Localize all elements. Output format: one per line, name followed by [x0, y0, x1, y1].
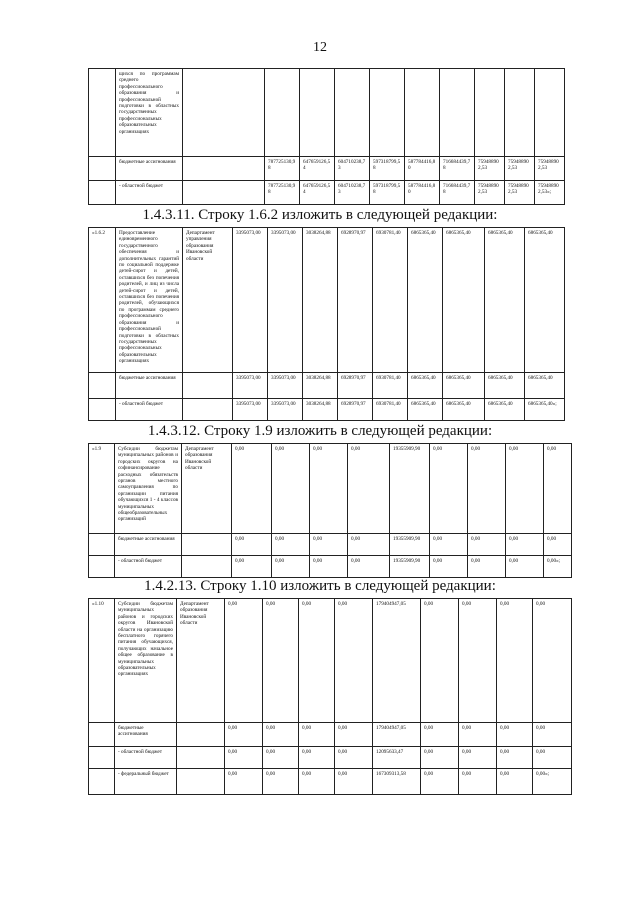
value-cell: 3395073,00	[268, 373, 303, 399]
value-cell: 0,00	[263, 747, 299, 769]
value-cell: 6928970,97	[338, 228, 373, 373]
row-label: бюджетные ассигнования	[115, 723, 177, 747]
row-label: бюджетные ассигнования	[116, 373, 183, 399]
executor: Департамент образования Ивановской области	[177, 599, 225, 723]
value-cell: 0,00	[497, 723, 533, 747]
table-row-1-10	[88, 598, 572, 795]
value-cell: 6930781,40	[373, 228, 408, 373]
value-cell: 0,00»;	[533, 769, 572, 795]
section-heading: 1.4.3.12. Строку 1.9 изложить в следующей редакции:	[147, 423, 493, 439]
value-cell: 0,00	[348, 534, 390, 556]
value-cell: 0,00	[533, 747, 572, 769]
value-cell: 0,00	[459, 599, 497, 723]
value-cell: 759488902,53»;	[535, 181, 565, 205]
value-cell: 3038264,88	[303, 373, 338, 399]
row-code: «1.10	[89, 599, 115, 723]
value-cell: 0,00	[310, 534, 348, 556]
value-cell: 6865365,40	[525, 228, 565, 373]
value-cell: 0,00	[421, 599, 459, 723]
value-cell: 0,00	[468, 556, 506, 578]
value-cell: 19355909,90	[390, 444, 430, 534]
table-row	[89, 723, 572, 747]
value-cell: 0,00	[263, 769, 299, 795]
value-cell: 0,00	[272, 444, 310, 534]
value-cell: 6865365,40	[443, 399, 485, 421]
value-cell: 0,00	[348, 444, 390, 534]
value-cell: 6930781,40	[373, 373, 408, 399]
value-cell: 6928970,97	[338, 373, 373, 399]
page-number: 12	[313, 40, 327, 55]
program-description: Субсидии бюджетам муниципальных районов и городских округов Ивановской области на организацию бесплатного горячего питания обучающихся, получающих начальное общее образование в муниципальных образовательных организациях	[115, 599, 177, 723]
table-row	[89, 444, 572, 534]
executor: Департамент управления образования Ивановской области	[183, 228, 233, 373]
executor: Департамент образования Ивановской области	[182, 444, 232, 534]
value-cell: 6865365,40	[443, 373, 485, 399]
value-cell: 3395073,00	[233, 399, 268, 421]
value-cell: 3395073,00	[268, 399, 303, 421]
row-label: бюджетные ассигнования	[115, 534, 182, 556]
row-label: - федеральный бюджет	[115, 769, 177, 795]
value-cell: 6865365,40	[485, 399, 525, 421]
table-row	[89, 373, 565, 399]
value-cell: 179404947,05	[373, 723, 421, 747]
value-cell: 0,00	[310, 444, 348, 534]
value-cell: 0,00	[232, 556, 272, 578]
value-cell: 0,00	[310, 556, 348, 578]
value-cell: 0,00»;	[544, 556, 572, 578]
value-cell: 19355909,90	[390, 556, 430, 578]
table-row	[89, 181, 565, 205]
value-cell: 597318799,58	[370, 157, 405, 181]
value-cell: 0,00	[335, 769, 373, 795]
value-cell: 759488902,53	[475, 181, 505, 205]
value-cell: 3395073,00	[268, 228, 303, 373]
value-cell: 0,00	[299, 769, 335, 795]
value-cell: 0,00	[421, 747, 459, 769]
value-cell: 587784416,80	[405, 181, 440, 205]
table-row	[89, 534, 572, 556]
value-cell: 6865365,40	[408, 373, 443, 399]
row-label: бюджетные ассигнования	[116, 157, 183, 181]
value-cell: 716684439,78	[440, 157, 475, 181]
table-row	[89, 556, 572, 578]
value-cell: 759488902,53	[505, 181, 535, 205]
value-cell: 12095633,47	[373, 747, 421, 769]
value-cell: 0,00	[533, 599, 572, 723]
value-cell: 0,00	[459, 769, 497, 795]
value-cell: 0,00	[497, 769, 533, 795]
value-cell: 6930781,40	[373, 399, 408, 421]
row-code: «1.6.2	[89, 228, 116, 373]
value-cell: 0,00	[232, 444, 272, 534]
value-cell: 3395073,00	[233, 373, 268, 399]
value-cell: 0,00	[232, 534, 272, 556]
value-cell: 0,00	[225, 599, 263, 723]
value-cell: 0,00	[544, 444, 572, 534]
value-cell: 647659126,54	[300, 157, 335, 181]
value-cell: 6865365,40»;	[525, 399, 565, 421]
value-cell: 597318799,58	[370, 181, 405, 205]
value-cell: 6865365,40	[443, 228, 485, 373]
value-cell: 0,00	[544, 534, 572, 556]
value-cell: 0,00	[335, 599, 373, 723]
value-cell: 0,00	[263, 723, 299, 747]
value-cell: 759488902,53	[475, 157, 505, 181]
value-cell: 0,00	[506, 556, 544, 578]
value-cell: 0,00	[430, 444, 468, 534]
table-row	[89, 157, 565, 181]
value-cell: 0,00	[506, 534, 544, 556]
program-description: щихся по программам среднего профессионального образования и профессиональной подготовки в областных государственных профессиональных образовательных организациях	[116, 69, 183, 157]
value-cell: 0,00	[348, 556, 390, 578]
value-cell: 3395073,00	[233, 228, 268, 373]
value-cell: 0,00	[335, 747, 373, 769]
value-cell: 0,00	[335, 723, 373, 747]
value-cell: 0,00	[497, 599, 533, 723]
value-cell: 716684439,78	[440, 181, 475, 205]
value-cell: 6865365,40	[485, 373, 525, 399]
value-cell: 604710238,73	[335, 157, 370, 181]
row-code: «1.9	[89, 444, 115, 534]
value-cell: 3038264,88	[303, 399, 338, 421]
value-cell: 0,00	[421, 723, 459, 747]
value-cell: 0,00	[421, 769, 459, 795]
value-cell: 0,00	[468, 444, 506, 534]
value-cell: 0,00	[468, 534, 506, 556]
table-continuation	[88, 68, 565, 205]
value-cell: 6865365,40	[408, 228, 443, 373]
value-cell: 0,00	[459, 723, 497, 747]
row-label: - областной бюджет	[116, 181, 183, 205]
value-cell: 587784416,80	[405, 157, 440, 181]
table-row	[89, 69, 565, 157]
table-row	[89, 599, 572, 723]
value-cell: 167309313,58	[373, 769, 421, 795]
value-cell: 3038264,88	[303, 228, 338, 373]
value-cell: 787725130,98	[265, 181, 300, 205]
value-cell: 0,00	[459, 747, 497, 769]
table-row-1-6-2	[88, 227, 565, 421]
value-cell: 647659126,54	[300, 181, 335, 205]
value-cell: 0,00	[299, 599, 335, 723]
value-cell: 0,00	[533, 723, 572, 747]
value-cell: 0,00	[430, 556, 468, 578]
value-cell: 179404947,05	[373, 599, 421, 723]
value-cell: 0,00	[225, 723, 263, 747]
program-description: Предоставление единовременного государственного обеспечения и дополнительных гарантий по социальной поддержке детей-сирот и детей, оставшихся без попечения родителей, и лиц из числа детей-сирот и детей, оставшихся без попечения родителей, обучающихся по программам среднего профессионального образования и профессиональной подготовки в областных государственных профессиональных образовательных организациях	[116, 228, 183, 373]
value-cell: 6928970,97	[338, 399, 373, 421]
value-cell: 0,00	[430, 534, 468, 556]
value-cell: 0,00	[272, 534, 310, 556]
value-cell: 0,00	[299, 747, 335, 769]
value-cell: 0,00	[299, 723, 335, 747]
value-cell: 0,00	[272, 556, 310, 578]
table-row	[89, 747, 572, 769]
section-heading: 1.4.2.13. Строку 1.10 изложить в следующей редакции:	[144, 578, 496, 594]
row-label: - областной бюджет	[115, 747, 177, 769]
value-cell: 0,00	[225, 747, 263, 769]
row-label: - областной бюджет	[115, 556, 182, 578]
value-cell: 19355909,90	[390, 534, 430, 556]
table-row	[89, 399, 565, 421]
section-heading: 1.4.3.11. Строку 1.6.2 изложить в следующей редакции:	[142, 207, 498, 223]
program-description: Субсидии бюджетам муниципальных районов и городских округов на софинансирование расходных обязательств органов местного самоуправления по организации питания обучающихся 1 - 4 классов муниципальных общеобразовательных организаций	[115, 444, 182, 534]
row-label: - областной бюджет	[116, 399, 183, 421]
table-row-1-9	[88, 443, 572, 578]
value-cell: 6865365,40	[485, 228, 525, 373]
value-cell: 0,00	[497, 747, 533, 769]
value-cell: 0,00	[225, 769, 263, 795]
value-cell: 759488902,53	[535, 157, 565, 181]
value-cell: 604710238,73	[335, 181, 370, 205]
value-cell: 6865365,40	[408, 399, 443, 421]
value-cell: 6865365,40	[525, 373, 565, 399]
value-cell: 787725130,98	[265, 157, 300, 181]
table-row	[89, 769, 572, 795]
value-cell: 0,00	[263, 599, 299, 723]
table-row	[89, 228, 565, 373]
value-cell: 759488902,53	[505, 157, 535, 181]
value-cell: 0,00	[506, 444, 544, 534]
